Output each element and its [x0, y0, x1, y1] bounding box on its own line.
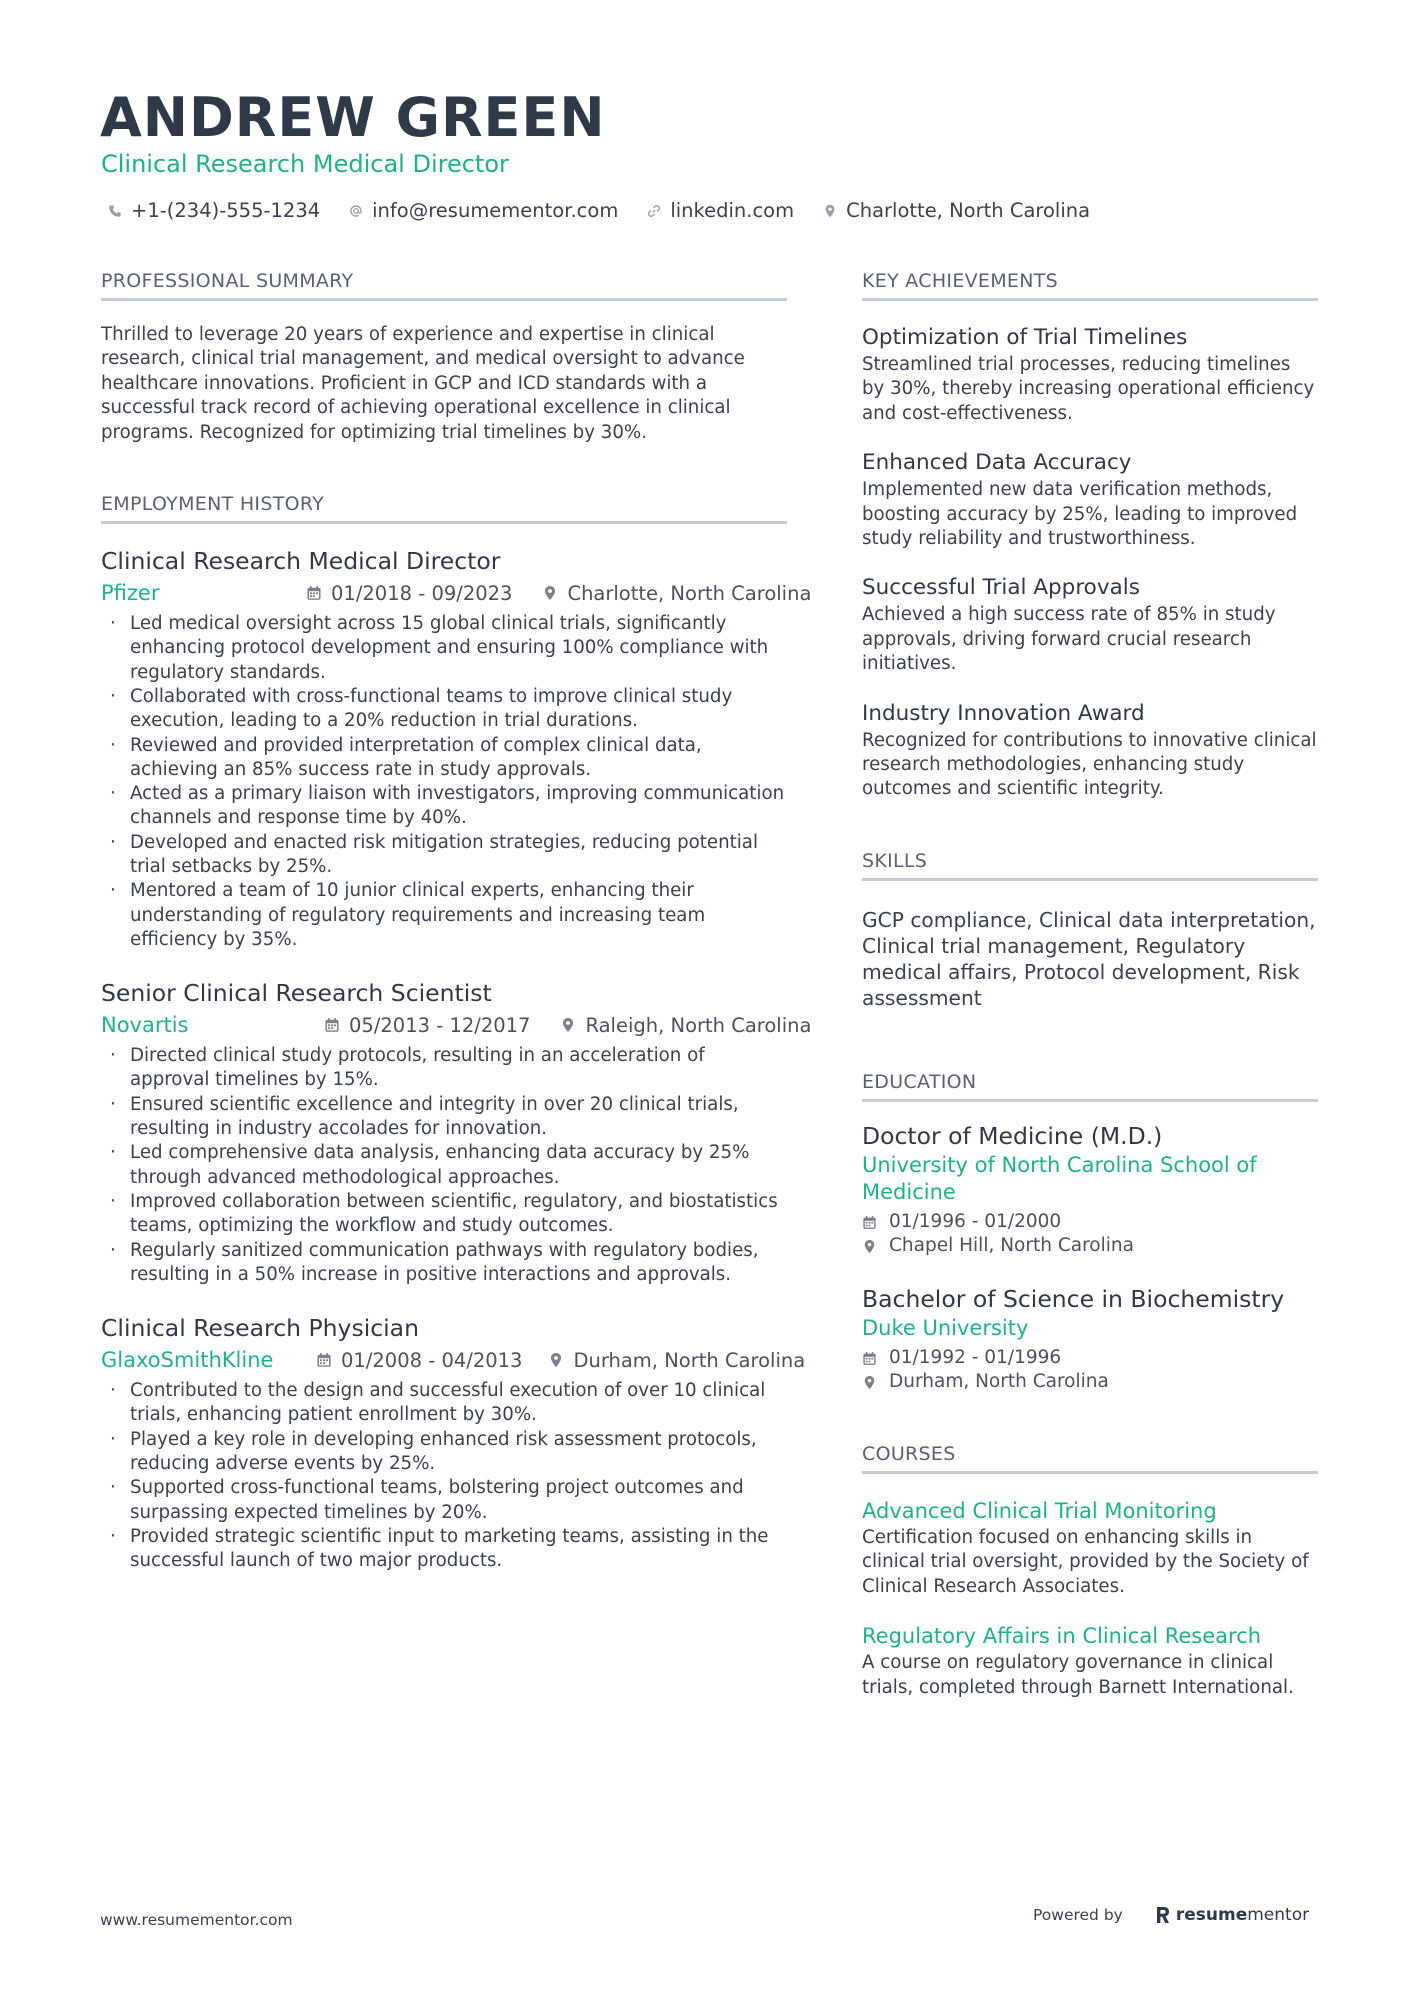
education-heading: EDUCATION	[862, 1071, 1318, 1102]
right-column	[862, 270, 1318, 1722]
achievement-desc: Achieved a high success rate of 85% in study approvals, driving forward crucial research initiatives.	[862, 604, 1276, 675]
education-degree: Bachelor of Science in Biochemistry	[862, 1284, 1285, 1313]
job-location-text: Raleigh, North Carolina	[585, 1013, 812, 1037]
education-dates	[862, 1346, 1318, 1371]
job-bullet: · Directed clinical study protocols, resulting in an acceleration of approval timelines by 15%.	[101, 1044, 787, 1093]
education-location	[862, 1370, 1318, 1395]
job-bullet: · Provided strategic scientific input to marketing teams, assisting in the successful launch of two major products.	[101, 1525, 787, 1574]
achievement-item	[862, 448, 1318, 551]
left-column	[101, 270, 812, 1600]
education-school: Duke University	[862, 1315, 1029, 1340]
location-icon	[823, 204, 837, 218]
job-bullet: · Mentored a team of 10 junior clinical experts, enhancing their understanding of regulatory requirements and increasing team efficiency by 35%.	[101, 879, 787, 952]
education-location-text: Chapel Hill, North Carolina	[889, 1235, 1134, 1257]
calendar-icon	[862, 1215, 877, 1230]
job-meta	[101, 1008, 812, 1042]
job-meta	[101, 576, 812, 610]
contact-bar	[108, 199, 1119, 222]
achievement-item	[862, 699, 1318, 802]
job-entry	[101, 546, 812, 952]
employment-heading: EMPLOYMENT HISTORY	[101, 493, 787, 524]
education-item	[862, 1120, 1318, 1259]
achievement-desc: Recognized for contributions to innovative clinical research methodologies, enhancing study outcomes and scientific integrity.	[862, 729, 1317, 800]
job-dates	[316, 1349, 522, 1372]
course-item	[862, 1496, 1318, 1599]
education-location	[862, 1234, 1318, 1259]
achievement-desc: Streamlined trial processes, reducing timelines by 30%, thereby increasing operational efficiency and cost-effectiveness.	[862, 354, 1315, 424]
job-title: Senior Clinical Research Scientist	[101, 979, 492, 1008]
job-location	[548, 1349, 805, 1372]
education-item	[862, 1283, 1318, 1395]
course-desc: Certification focused on enhancing skills in clinical trial oversight, provided by the Society of Clinical Research Associates.	[862, 1526, 1309, 1597]
calendar-icon	[862, 1351, 877, 1366]
achievement-title: Industry Innovation Award	[862, 700, 1145, 726]
summary-heading: PROFESSIONAL SUMMARY	[101, 270, 787, 301]
summary-text: Thrilled to leverage 20 years of experience and expertise in clinical research, clinical trial management, and medical oversight to advance healthcare innovations. Proficient in GCP and ICD standards with a successful track record of achieving operational excellence in clinical programs. Recognized for optimizing trial timelines by 30%.	[101, 324, 745, 443]
education-dates-text: 01/1996 - 01/2000	[889, 1210, 1062, 1232]
contact-email[interactable]	[349, 199, 618, 222]
education-dates-text: 01/1992 - 01/1996	[889, 1346, 1062, 1368]
achievement-title: Optimization of Trial Timelines	[862, 325, 1188, 350]
job-bullet: · Ensured scientific excellence and integrity in over 20 clinical trials, resulting in industry accolades for innovation.	[101, 1093, 787, 1142]
job-bullet: · Contributed to the design and successful execution of over 10 clinical trials, enhancing patient enrollment by 30%.	[101, 1379, 787, 1428]
job-title: Clinical Research Medical Director	[101, 547, 501, 576]
job-dates-text: 05/2013 - 12/2017	[349, 1013, 531, 1037]
location-icon	[542, 585, 558, 601]
resumementor-logo-icon	[1155, 1905, 1171, 1925]
course-title: Regulatory Affairs in Clinical Research	[862, 1624, 1262, 1649]
job-bullet: · Led medical oversight across 15 global clinical trials, significantly enhancing protocol development and ensuring 100% compliance with regulatory standards.	[101, 612, 787, 685]
brand-logo[interactable]	[1155, 1905, 1309, 1925]
location-icon	[548, 1352, 564, 1368]
courses-heading: COURSES	[862, 1443, 1318, 1474]
candidate-title: Clinical Research Medical Director	[101, 150, 509, 178]
brand-name-part2: mentor	[1247, 1905, 1310, 1925]
job-dates	[324, 1014, 530, 1037]
job-bullet: · Collaborated with cross-functional teams to improve clinical study execution, leading to a 20% reduction in trial durations.	[101, 685, 787, 734]
job-bullets	[101, 612, 787, 952]
job-entry	[101, 1313, 806, 1573]
job-bullet: · Acted as a primary liaison with investigators, improving communication channels and response time by 40%.	[101, 782, 787, 831]
achievement-item	[862, 323, 1318, 426]
email-icon	[349, 204, 363, 218]
achievement-title: Enhanced Data Accuracy	[862, 450, 1132, 476]
job-bullet: · Developed and enacted risk mitigation strategies, reducing potential trial setbacks by 25%.	[101, 831, 787, 880]
course-desc: A course on regulatory governance in clinical trials, completed through Barnett International.	[862, 1652, 1294, 1698]
contact-location	[823, 199, 1090, 222]
contact-linkedin-text: linkedin.com	[670, 199, 795, 222]
course-item	[862, 1621, 1318, 1700]
job-bullet: · Played a key role in developing enhanced risk assessment protocols, reducing adverse events by 25%.	[101, 1428, 787, 1477]
location-icon	[862, 1239, 877, 1254]
job-dates-text: 01/2018 - 09/2023	[331, 581, 513, 605]
job-location	[542, 582, 811, 605]
job-location-text: Charlotte, North Carolina	[567, 581, 812, 605]
job-entry	[101, 978, 812, 1287]
job-company: Novartis	[101, 1013, 189, 1038]
link-icon	[647, 204, 661, 218]
calendar-icon	[324, 1017, 340, 1033]
job-location	[560, 1014, 811, 1037]
job-location-text: Durham, North Carolina	[573, 1348, 806, 1372]
education-school: University of North Carolina School of Medicine	[862, 1152, 1257, 1204]
location-icon	[560, 1017, 576, 1033]
candidate-name: ANDREW GREEN	[100, 86, 606, 149]
footer-branding	[1033, 1905, 1309, 1925]
contact-email-text: info@resumementor.com	[372, 199, 619, 222]
job-bullet: · Improved collaboration between scientific, regulatory, and biostatistics teams, optimizing the workflow and study outcomes.	[101, 1190, 787, 1239]
location-icon	[862, 1375, 877, 1390]
skills-text: GCP compliance, Clinical data interpretation, Clinical trial management, Regulatory medical affairs, Protocol development, Risk assessment	[862, 907, 1316, 1010]
achievement-title: Successful Trial Approvals	[862, 575, 1140, 601]
job-bullet: · Supported cross-functional teams, bolstering project outcomes and surpassing expected timelines by 20%.	[101, 1476, 787, 1525]
achievement-item	[862, 573, 1318, 676]
job-bullets	[101, 1044, 787, 1287]
brand-name-part1: resume	[1175, 1905, 1248, 1925]
job-company: GlaxoSmithKline	[101, 1348, 274, 1373]
job-dates-text: 01/2008 - 04/2013	[341, 1348, 523, 1372]
job-bullet: · Regularly sanitized communication pathways with regulatory bodies, resulting in a 50% increase in positive interactions and approvals.	[101, 1239, 787, 1288]
job-bullet: · Reviewed and provided interpretation of complex clinical data, achieving an 85% success rate in study approvals.	[101, 734, 787, 783]
job-bullet: · Led comprehensive data analysis, enhancing data accuracy by 25% through advanced methodological approaches.	[101, 1141, 787, 1190]
skills-heading: SKILLS	[862, 850, 1318, 881]
calendar-icon	[306, 585, 322, 601]
footer-website[interactable]: www.resumementor.com	[100, 1911, 293, 1929]
job-company: Pfizer	[101, 581, 160, 606]
contact-phone-text: +1-(234)-555-1234	[131, 199, 321, 222]
contact-location-text: Charlotte, North Carolina	[846, 199, 1091, 222]
education-degree: Doctor of Medicine (M.D.)	[862, 1121, 1163, 1150]
education-location-text: Durham, North Carolina	[889, 1371, 1109, 1393]
job-dates	[306, 582, 512, 605]
job-bullets	[101, 1379, 787, 1573]
achievement-desc: Implemented new data verification methods, boosting accuracy by 25%, leading to improved study reliability and trustworthiness.	[862, 479, 1298, 550]
calendar-icon	[316, 1352, 332, 1368]
contact-linkedin[interactable]	[647, 199, 794, 222]
phone-icon	[108, 204, 122, 218]
contact-phone[interactable]	[108, 199, 320, 222]
job-title: Clinical Research Physician	[101, 1314, 419, 1343]
powered-by-label: Powered by	[1033, 1906, 1123, 1924]
course-title: Advanced Clinical Trial Monitoring	[862, 1498, 1217, 1523]
education-dates	[862, 1210, 1318, 1235]
achievements-heading: KEY ACHIEVEMENTS	[862, 270, 1318, 301]
job-meta	[101, 1343, 806, 1377]
